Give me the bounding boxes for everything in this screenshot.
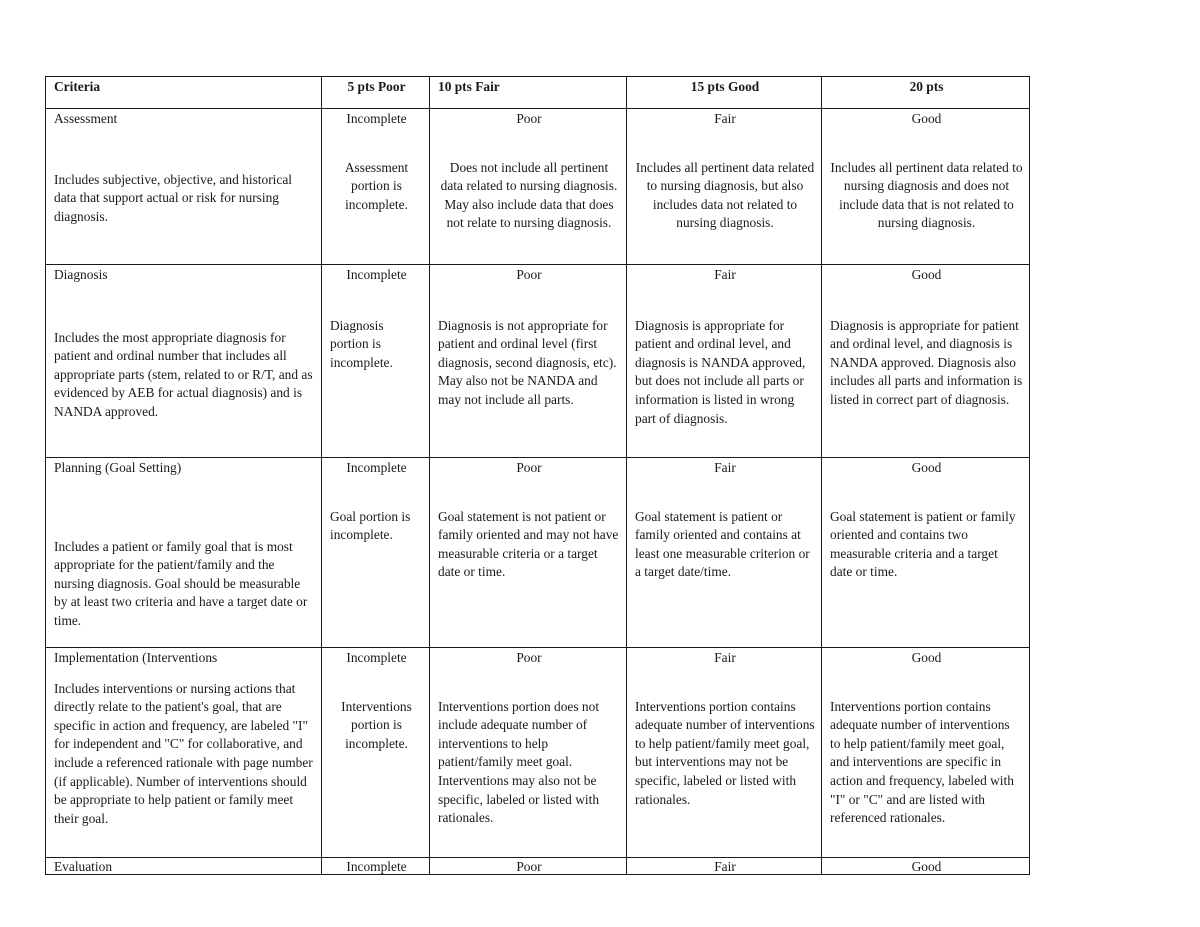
- grading-rubric-table: [45, 76, 1030, 875]
- criterion-name: Diagnosis: [54, 267, 108, 282]
- level-description: Goal statement is patient or family oriented and contains at least one measurable criterion or a target date/time.: [635, 508, 810, 580]
- level-cell: [627, 109, 822, 265]
- level-description: Diagnosis portion is incomplete.: [330, 317, 393, 370]
- criterion-name: Evaluation: [54, 859, 113, 874]
- level-description: Includes all pertinent data related to nursing diagnosis, but also includes data not related to nursing diagnosis.: [635, 159, 815, 231]
- rating-label: Fair: [714, 859, 736, 874]
- level-description: Diagnosis is appropriate for patient and ordinal level, and diagnosis is NANDA approved. Diagnosis also includes all parts and information is listed in correct part of diagnosis.: [830, 317, 1023, 407]
- rating-label: Incomplete: [346, 460, 407, 475]
- level-cell: [322, 648, 430, 858]
- level-cell: [627, 648, 822, 858]
- level-cell: [430, 858, 627, 875]
- level-description: Assessment portion is incomplete.: [344, 159, 409, 212]
- level-cell: [627, 458, 822, 648]
- level-description: Interventions portion contains adequate number of interventions to help patient/family meet goal, but interventions may not be specific, labeled or listed with rationales.: [635, 698, 815, 807]
- level-cell: [322, 265, 430, 458]
- rating-label: Poor: [516, 859, 542, 874]
- criterion-description: Includes subjective, objective, and historical data that support actual or risk for nursing diagnosis.: [54, 171, 292, 224]
- criterion-name: Assessment: [54, 111, 118, 126]
- header-5pts-poor: 5 pts Poor: [322, 77, 430, 109]
- rating-label: Poor: [516, 460, 542, 475]
- rating-label: Fair: [714, 111, 736, 126]
- level-cell: [430, 458, 627, 648]
- table-row-evaluation: [46, 858, 1030, 875]
- level-cell: [822, 648, 1030, 858]
- header-row: [46, 77, 1030, 109]
- header-10pts-fair: 10 pts Fair: [430, 77, 627, 109]
- level-description: Interventions portion is incomplete.: [341, 698, 412, 751]
- rating-label: Incomplete: [346, 859, 407, 874]
- criterion-cell: [46, 458, 322, 648]
- level-cell: [322, 109, 430, 265]
- level-description: Goal portion is incomplete.: [330, 508, 411, 543]
- level-description: Diagnosis is appropriate for patient and ordinal level, and diagnosis is NANDA approved, but does not include all parts or information is listed in wrong part of diagnosis.: [635, 317, 806, 426]
- level-cell: [430, 265, 627, 458]
- criterion-cell: [46, 265, 322, 458]
- level-description: Goal statement is patient or family oriented and contains two measurable criteria and a target date or time.: [830, 508, 1016, 580]
- level-cell: [322, 458, 430, 648]
- level-cell: [322, 858, 430, 875]
- criterion-cell: [46, 109, 322, 265]
- level-cell: [627, 858, 822, 875]
- rating-label: Good: [911, 859, 942, 874]
- criterion-name: Implementation (Interventions: [54, 650, 218, 665]
- level-description: Interventions portion contains adequate number of interventions to help patient/family meet goal, and interventions are specific in action and frequency, labeled with "I" or "C" and are listed with referenced rationales.: [830, 698, 1014, 826]
- level-cell: [430, 648, 627, 858]
- rating-label: Incomplete: [346, 650, 407, 665]
- level-cell: [430, 109, 627, 265]
- rating-label: Good: [911, 111, 942, 126]
- header-criteria: Criteria: [46, 77, 322, 109]
- criterion-cell: [46, 648, 322, 858]
- rating-label: Incomplete: [346, 111, 407, 126]
- rating-label: Good: [911, 460, 942, 475]
- rating-label: Fair: [714, 650, 736, 665]
- level-description: Interventions portion does not include adequate number of interventions to help patient/family meet goal. Interventions may also not be specific, labeled or listed with rationales.: [438, 698, 600, 826]
- level-cell: [822, 458, 1030, 648]
- criterion-description: Includes a patient or family goal that is most appropriate for the patient/family and the nursing diagnosis. Goal should be measurable by at least two criteria and have a target date or time.: [54, 538, 308, 628]
- rating-label: Good: [911, 650, 942, 665]
- rating-label: Poor: [516, 267, 542, 282]
- level-description: Goal statement is not patient or family oriented and may not have measurable criteria or a target date or time.: [438, 508, 619, 580]
- rating-label: Fair: [714, 460, 736, 475]
- level-cell: [822, 109, 1030, 265]
- criterion-description: Includes interventions or nursing actions that directly relate to the patient's goal, that are specific in action and frequency, are labeled "I" for independent and "C" for collaborative, and include a referenced rationale with page number (if applicable). Number of interventions should be appropriate to help patient or family meet their goal.: [54, 680, 313, 826]
- table-row-implementation: [46, 648, 1030, 858]
- level-description: Diagnosis is not appropriate for patient and ordinal level (first diagnosis, second diagnosis, etc). May also not be NANDA and may not include all parts.: [438, 317, 617, 407]
- level-cell: [627, 265, 822, 458]
- table-row-assessment: [46, 109, 1030, 265]
- rating-label: Incomplete: [346, 267, 407, 282]
- level-cell: [822, 858, 1030, 875]
- header-15pts-good: 15 pts Good: [627, 77, 822, 109]
- table-row-planning: [46, 458, 1030, 648]
- rating-label: Fair: [714, 267, 736, 282]
- rating-label: Poor: [516, 650, 542, 665]
- criterion-description: Includes the most appropriate diagnosis for patient and ordinal number that includes all appropriate parts (stem, related to or R/T, and as evidenced by AEB for actual diagnosis) and is NANDA approved.: [54, 329, 313, 419]
- level-description: Does not include all pertinent data related to nursing diagnosis. May also include data that does not relate to nursing diagnosis.: [440, 159, 618, 231]
- table-row-diagnosis: [46, 265, 1030, 458]
- header-20pts: 20 pts: [822, 77, 1030, 109]
- level-cell: [822, 265, 1030, 458]
- criterion-name: Planning (Goal Setting): [54, 460, 182, 475]
- criterion-cell: [46, 858, 322, 875]
- level-description: Includes all pertinent data related to nursing diagnosis and does not include data that is not related to nursing diagnosis.: [830, 159, 1023, 231]
- rating-label: Good: [911, 267, 942, 282]
- rating-label: Poor: [516, 111, 542, 126]
